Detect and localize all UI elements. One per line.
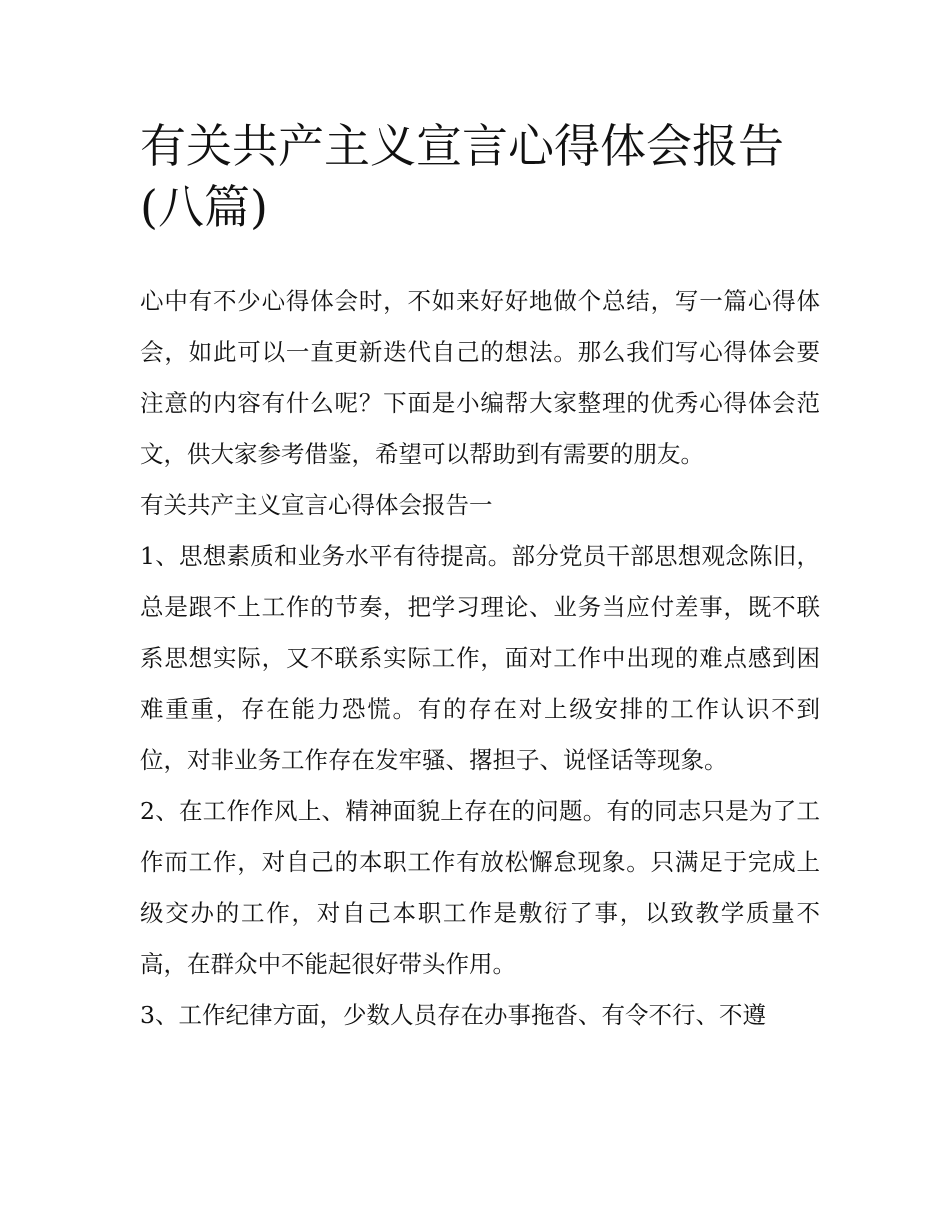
document-title: 有关共产主义宣言心得体会报告(八篇)	[140, 119, 784, 234]
document-body	[140, 276, 820, 1041]
intro-paragraph: 心中有不少心得体会时，不如来好好地做个总结，写一篇心得体会，如此可以一直更新迭代自己的想法。那么我们写心得体会要注意的内容有什么呢？下面是小编帮大家整理的优秀心得体会范文，供大家参考借鉴，希望可以帮助到有需要的朋友。	[140, 287, 820, 468]
paragraph-point-2: 2、在工作作风上、精神面貌上存在的问题。有的同志只是为了工作而工作，对自己的本职工作有放松懈怠现象。只满足于完成上级交办的工作，对自己本职工作是敷衍了事，以致教学质量不高，在群众中不能起很好带头作用。	[140, 797, 820, 978]
section-heading: 有关共产主义宣言心得体会报告一	[140, 491, 493, 519]
paragraph-point-3: 3、工作纪律方面，少数人员存在办事拖沓、有令不行、不遵	[140, 1001, 766, 1029]
paragraph-point-1: 1、思想素质和业务水平有待提高。部分党员干部思想观念陈旧，总是跟不上工作的节奏，把学习理论、业务当应付差事，既不联系思想实际，又不联系实际工作，面对工作中出现的难点感到困难重重，存在能力恐慌。有的存在对上级安排的工作认识不到位，对非业务工作存在发牢骚、撂担子、说怪话等现象。	[140, 542, 820, 774]
